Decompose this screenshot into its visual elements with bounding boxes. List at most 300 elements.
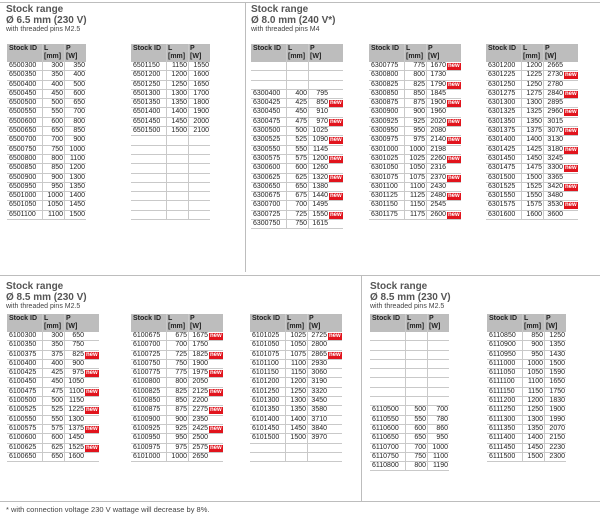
stock-id-cell: 6110750 xyxy=(370,452,406,461)
power-cell: 1430 xyxy=(545,350,567,359)
power-cell: 1375 xyxy=(65,424,86,433)
power-cell: 2800 xyxy=(308,341,329,350)
new-badge: new xyxy=(330,193,342,200)
stock-id-cell: 6100975 xyxy=(131,443,167,452)
new-badge: new xyxy=(330,174,342,181)
power-cell: 3070 xyxy=(544,127,565,136)
table-row xyxy=(131,117,210,126)
table-row xyxy=(131,350,223,359)
stock-id-cell xyxy=(250,443,286,452)
length-cell xyxy=(406,397,428,406)
table-row xyxy=(251,220,343,229)
table-row xyxy=(486,108,578,117)
badge-cell xyxy=(564,136,578,145)
length-cell: 550 xyxy=(287,145,309,154)
table-row xyxy=(251,127,343,136)
new-badge: new xyxy=(330,155,342,162)
table-row xyxy=(7,387,99,396)
header-stock-id: Stock ID xyxy=(369,44,405,62)
badge-cell xyxy=(564,192,578,201)
new-badge: new xyxy=(86,425,98,432)
table-row xyxy=(251,99,343,108)
power-cell: 1750 xyxy=(545,387,567,396)
table-row xyxy=(369,164,461,173)
table-row xyxy=(370,378,449,387)
length-cell: 850 xyxy=(405,89,427,98)
length-cell: 750 xyxy=(43,145,65,154)
table-row xyxy=(7,434,99,443)
length-cell: 1200 xyxy=(522,62,544,71)
badge-cell xyxy=(564,71,578,80)
length-cell: 1200 xyxy=(167,71,189,80)
new-badge: new xyxy=(329,351,341,358)
length-cell xyxy=(406,350,428,359)
stock-id-cell: 6110950 xyxy=(487,350,523,359)
section-note: with threaded pins M2.5 xyxy=(6,303,81,310)
stock-id-cell xyxy=(370,332,406,341)
table-row xyxy=(7,210,86,219)
length-cell: 600 xyxy=(287,164,309,173)
length-cell: 625 xyxy=(287,173,309,182)
length-cell: 675 xyxy=(167,332,189,341)
table-header-row xyxy=(131,44,210,62)
stock-id-cell: 6300575 xyxy=(251,154,287,163)
stock-id-cell: 6101350 xyxy=(250,406,286,415)
table-row xyxy=(7,452,99,461)
stock-table xyxy=(7,314,99,462)
power-cell: 3320 xyxy=(308,387,329,396)
length-cell: 400 xyxy=(43,80,65,89)
length-cell: 1150 xyxy=(405,201,427,210)
length-cell: 1300 xyxy=(167,89,189,98)
power-cell: 2260 xyxy=(427,154,448,163)
badge-cell xyxy=(447,192,461,201)
table-row xyxy=(251,182,343,191)
stock-id-cell: 6301425 xyxy=(486,145,522,154)
length-cell: 550 xyxy=(406,415,428,424)
new-badge: new xyxy=(448,81,460,88)
power-cell: 1250 xyxy=(545,332,567,341)
length-cell: 1250 xyxy=(522,80,544,89)
stock-id-cell: 6101025 xyxy=(250,332,286,341)
power-cell xyxy=(428,369,450,378)
stock-id-cell: 6501450 xyxy=(131,117,167,126)
length-cell: 425 xyxy=(43,369,65,378)
table-row xyxy=(486,89,578,98)
badge-cell xyxy=(329,192,343,201)
new-badge: new xyxy=(565,128,577,135)
badge-cell xyxy=(447,108,461,117)
table-row xyxy=(7,378,99,387)
power-cell: 1300 xyxy=(65,415,86,424)
length-cell: 1100 xyxy=(405,182,427,191)
stock-table xyxy=(131,44,210,220)
table-row xyxy=(131,341,223,350)
length-cell: 1100 xyxy=(43,210,65,219)
badge-cell xyxy=(328,443,342,452)
table-row xyxy=(370,452,449,461)
badge-cell xyxy=(209,397,223,406)
stock-id-cell: 6301100 xyxy=(369,182,405,191)
power-cell: 3300 xyxy=(544,164,565,173)
stock-id-cell: 6100625 xyxy=(7,443,43,452)
badge-cell xyxy=(564,89,578,98)
badge-cell xyxy=(209,452,223,461)
length-cell: 1400 xyxy=(522,136,544,145)
stock-id-cell xyxy=(131,136,167,145)
badge-cell xyxy=(447,154,461,163)
length-cell: 500 xyxy=(43,99,65,108)
stock-id-cell xyxy=(131,192,167,201)
stock-id-cell: 6110900 xyxy=(487,341,523,350)
length-cell: 700 xyxy=(43,136,65,145)
stock-id-cell: 6501350 xyxy=(131,99,167,108)
header-power: P [W] xyxy=(427,44,448,62)
badge-cell xyxy=(447,62,461,71)
length-cell: 1350 xyxy=(522,117,544,126)
length-cell xyxy=(406,341,428,350)
new-badge: new xyxy=(330,211,342,218)
table-row xyxy=(131,71,210,80)
badge-cell xyxy=(328,378,342,387)
power-cell xyxy=(189,182,211,191)
stock-id-cell xyxy=(131,182,167,191)
table-row xyxy=(131,332,223,341)
header-power: P [W] xyxy=(189,44,211,62)
stock-id-cell: 6301475 xyxy=(486,164,522,173)
table-row xyxy=(7,108,86,117)
power-cell: 2100 xyxy=(189,127,211,136)
badge-cell xyxy=(85,424,99,433)
length-cell xyxy=(406,332,428,341)
badge-cell xyxy=(329,201,343,210)
table-row xyxy=(369,80,461,89)
badge-cell xyxy=(447,182,461,191)
power-cell: 2275 xyxy=(189,406,210,415)
table-row xyxy=(7,341,99,350)
stock-id-cell: 6100650 xyxy=(7,452,43,461)
length-cell: 500 xyxy=(287,127,309,136)
table-row xyxy=(486,117,578,126)
power-cell xyxy=(428,378,450,387)
table-row xyxy=(486,62,578,71)
table-row xyxy=(369,173,461,182)
badge-cell xyxy=(447,210,461,219)
stock-id-cell: 6301325 xyxy=(486,108,522,117)
header-stock-id: Stock ID xyxy=(7,44,43,62)
power-cell: 1615 xyxy=(309,220,330,229)
length-cell: 300 xyxy=(43,62,65,71)
badge-cell xyxy=(85,332,99,341)
stock-id-cell: 6301200 xyxy=(486,62,522,71)
table-row xyxy=(369,108,461,117)
section-header-1 xyxy=(6,4,87,34)
new-badge: new xyxy=(565,72,577,79)
table-row xyxy=(370,369,449,378)
table-row xyxy=(7,164,86,173)
length-cell: 1450 xyxy=(522,154,544,163)
table-row xyxy=(7,173,86,182)
length-cell: 750 xyxy=(287,220,309,229)
length-cell: 400 xyxy=(43,359,65,368)
stock-id-cell: 6100425 xyxy=(7,369,43,378)
stock-id-cell: 6500450 xyxy=(7,89,43,98)
badge-cell xyxy=(209,434,223,443)
length-cell: 1250 xyxy=(286,387,308,396)
stock-id-cell xyxy=(370,397,406,406)
new-badge: new xyxy=(448,174,460,181)
power-cell: 1350 xyxy=(545,341,567,350)
power-cell: 1600 xyxy=(65,452,86,461)
table-row xyxy=(131,387,223,396)
stock-id-cell xyxy=(131,145,167,154)
table-row xyxy=(486,145,578,154)
length-cell: 300 xyxy=(43,332,65,341)
table-row xyxy=(370,424,449,433)
stock-id-cell: 6301400 xyxy=(486,136,522,145)
power-cell: 2930 xyxy=(308,359,329,368)
header-stock-id: Stock ID xyxy=(131,314,167,332)
table-row xyxy=(250,378,342,387)
length-cell: 450 xyxy=(43,89,65,98)
power-cell: 2020 xyxy=(427,117,448,126)
badge-cell xyxy=(85,434,99,443)
table-row xyxy=(369,145,461,154)
stock-id-cell: 6301000 xyxy=(369,145,405,154)
power-cell xyxy=(428,359,450,368)
stock-id-cell: 6501200 xyxy=(131,71,167,80)
length-cell: 1200 xyxy=(286,378,308,387)
badge-cell xyxy=(328,406,342,415)
length-cell: 900 xyxy=(167,415,189,424)
table-row xyxy=(486,210,578,219)
length-cell: 600 xyxy=(43,117,65,126)
power-cell: 1790 xyxy=(427,80,448,89)
stock-id-cell: 6111350 xyxy=(487,424,523,433)
length-cell: 1100 xyxy=(523,378,545,387)
length-cell xyxy=(167,164,189,173)
stock-id-cell xyxy=(250,452,286,461)
table-row xyxy=(487,406,566,415)
power-cell: 2300 xyxy=(545,452,567,461)
table-row xyxy=(7,424,99,433)
table-row xyxy=(251,154,343,163)
badge-cell xyxy=(329,164,343,173)
top-divider xyxy=(0,2,600,3)
stock-id-cell: 6301500 xyxy=(486,173,522,182)
section-title: Stock range xyxy=(6,281,64,292)
table-row xyxy=(487,452,566,461)
header-power: P [W] xyxy=(308,314,329,332)
badge-cell xyxy=(564,99,578,108)
power-cell: 3365 xyxy=(544,173,565,182)
stock-id-cell: 6300450 xyxy=(251,108,287,117)
power-cell xyxy=(428,387,450,396)
power-cell: 1845 xyxy=(427,89,448,98)
table-row xyxy=(487,332,566,341)
stock-id-cell: 6111300 xyxy=(487,415,523,424)
stock-id-cell xyxy=(131,201,167,210)
stock-id-cell: 6111150 xyxy=(487,387,523,396)
stock-id-cell xyxy=(131,164,167,173)
new-badge: new xyxy=(329,333,341,339)
stock-id-cell xyxy=(251,62,287,71)
table-row xyxy=(131,62,210,71)
stock-id-cell: 6300625 xyxy=(251,173,287,182)
stock-id-cell: 6100400 xyxy=(7,359,43,368)
stock-id-cell: 6100550 xyxy=(7,415,43,424)
badge-cell xyxy=(328,397,342,406)
length-cell: 1450 xyxy=(286,424,308,433)
badge-cell xyxy=(85,378,99,387)
stock-id-cell xyxy=(370,369,406,378)
power-cell: 1550 xyxy=(189,62,211,71)
length-cell: 775 xyxy=(167,369,189,378)
table-row xyxy=(251,201,343,210)
length-cell: 1150 xyxy=(167,62,189,71)
table-row xyxy=(486,154,578,163)
table-row xyxy=(251,71,343,80)
header-power: P [W] xyxy=(545,314,567,332)
length-cell: 900 xyxy=(43,173,65,182)
power-cell: 825 xyxy=(65,350,86,359)
power-cell: 2730 xyxy=(544,71,565,80)
length-cell xyxy=(167,182,189,191)
length-cell: 950 xyxy=(167,434,189,443)
stock-id-cell: 6500750 xyxy=(7,145,43,154)
table-row xyxy=(7,145,86,154)
stock-id-cell: 6100600 xyxy=(7,434,43,443)
badge-cell xyxy=(85,452,99,461)
table-row xyxy=(370,341,449,350)
power-cell: 780 xyxy=(428,415,450,424)
length-cell xyxy=(286,443,308,452)
new-badge: new xyxy=(448,63,460,69)
power-cell: 3060 xyxy=(308,369,329,378)
badge-cell xyxy=(85,406,99,415)
table-row xyxy=(251,108,343,117)
badge-cell xyxy=(209,424,223,433)
power-cell: 1730 xyxy=(427,71,448,80)
length-cell: 1350 xyxy=(167,99,189,108)
badge-cell xyxy=(564,164,578,173)
power-cell: 1590 xyxy=(545,369,567,378)
header-badge xyxy=(209,314,223,332)
length-cell: 425 xyxy=(287,99,309,108)
table-row xyxy=(369,154,461,163)
stock-id-cell xyxy=(370,350,406,359)
section-header-4 xyxy=(370,281,451,311)
power-cell: 1500 xyxy=(65,210,87,219)
stock-id-cell: 6111100 xyxy=(487,378,523,387)
header-stock-id: Stock ID xyxy=(370,314,406,332)
table-row xyxy=(251,210,343,219)
stock-id-cell: 6300825 xyxy=(369,80,405,89)
table-row xyxy=(370,350,449,359)
stock-id-cell: 6300500 xyxy=(251,127,287,136)
stock-id-cell: 6501400 xyxy=(131,108,167,117)
table-row xyxy=(131,164,210,173)
power-cell: 700 xyxy=(65,108,87,117)
length-cell: 525 xyxy=(287,136,309,145)
table-row xyxy=(250,350,342,359)
table-row xyxy=(7,62,86,71)
power-cell: 970 xyxy=(309,117,330,126)
stock-id-cell: 6301050 xyxy=(369,164,405,173)
table-row xyxy=(131,173,210,182)
length-cell: 650 xyxy=(287,182,309,191)
table-row xyxy=(131,406,223,415)
new-badge: new xyxy=(330,100,342,107)
stock-id-cell xyxy=(370,387,406,396)
table-row xyxy=(370,406,449,415)
section-header-2 xyxy=(251,4,335,34)
table-row xyxy=(251,80,343,89)
table-row xyxy=(7,443,99,452)
power-cell: 1495 xyxy=(309,201,330,210)
header-length: L [mm] xyxy=(43,314,65,332)
table-row xyxy=(486,80,578,89)
power-cell: 2725 xyxy=(308,332,329,341)
power-cell: 750 xyxy=(65,341,86,350)
stock-id-cell xyxy=(251,71,287,80)
power-cell: 600 xyxy=(65,89,87,98)
new-badge: new xyxy=(448,137,460,144)
new-badge: new xyxy=(210,407,222,414)
header-stock-id: Stock ID xyxy=(7,314,43,332)
table-row xyxy=(251,136,343,145)
power-cell: 3180 xyxy=(544,145,565,154)
length-cell: 950 xyxy=(523,350,545,359)
badge-cell xyxy=(329,99,343,108)
table-row xyxy=(369,127,461,136)
table-row xyxy=(131,154,210,163)
badge-cell xyxy=(85,443,99,452)
length-cell: 450 xyxy=(287,108,309,117)
table-row xyxy=(7,182,86,191)
stock-id-cell: 6500800 xyxy=(7,154,43,163)
stock-id-cell: 6100775 xyxy=(131,369,167,378)
bottom-divider xyxy=(0,501,600,502)
table-row xyxy=(250,387,342,396)
power-cell xyxy=(309,71,330,80)
badge-cell xyxy=(329,89,343,98)
length-cell: 1075 xyxy=(286,350,308,359)
stock-id-cell: 6100375 xyxy=(7,350,43,359)
length-cell: 500 xyxy=(43,397,65,406)
section-title: Stock range xyxy=(251,4,309,15)
badge-cell xyxy=(329,154,343,163)
length-cell: 1225 xyxy=(522,71,544,80)
length-cell: 1575 xyxy=(522,201,544,210)
stock-id-cell: 6300675 xyxy=(251,192,287,201)
stock-id-cell: 6501500 xyxy=(131,127,167,136)
badge-cell xyxy=(329,220,343,229)
new-badge: new xyxy=(565,165,577,172)
table-row xyxy=(370,434,449,443)
length-cell: 575 xyxy=(43,424,65,433)
length-cell xyxy=(167,192,189,201)
badge-cell xyxy=(328,350,342,359)
table-header-row xyxy=(251,44,343,62)
table-row xyxy=(250,341,342,350)
power-cell: 795 xyxy=(309,89,330,98)
table-row xyxy=(131,397,223,406)
table-row xyxy=(131,108,210,117)
power-cell: 1800 xyxy=(189,99,211,108)
power-cell xyxy=(428,350,450,359)
length-cell: 850 xyxy=(43,164,65,173)
